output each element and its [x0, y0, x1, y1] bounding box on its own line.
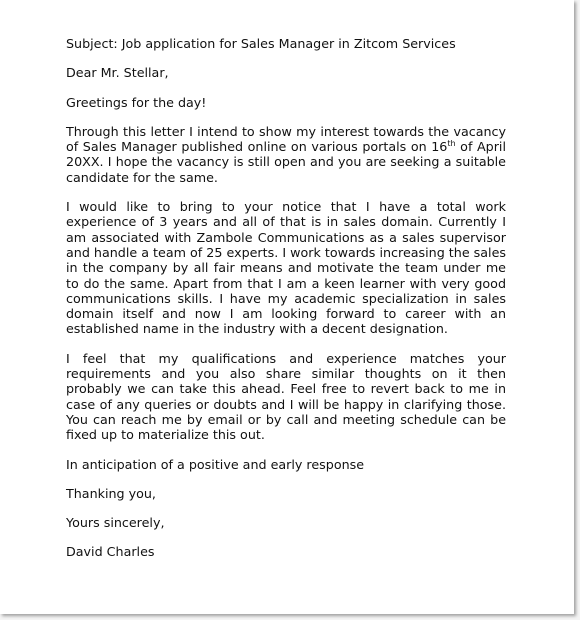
- letter-closing-line: In anticipation of a positive and early response: [66, 456, 365, 472]
- letter-thanks: Thanking you,: [66, 485, 156, 501]
- paragraph-interest-text-end: of April 20XX. I hope the vacancy is still open and you are seeking a suitable candidate for the same.: [66, 139, 506, 185]
- paragraph-interest: [66, 124, 506, 185]
- paragraph-experience: I would like to bring to your notice that I have a total work experience of 3 years and all of that is in sales domain. Currently I am associated with Zambole Communications as a sales supervisor and handle a team of 25 experts. I work towards increasing the sales in the company by all fair means and motivate the team under me to do the same. Apart from that I am a keen learner with very good communications skills. I have my academic specialization in sales domain itself and now I am looking forward to career with an established name in the industry with a decent designation.: [66, 199, 506, 337]
- ordinal-superscript: th: [447, 138, 456, 148]
- letter-body: [66, 36, 506, 560]
- letter-salutation: Dear Mr. Stellar,: [66, 65, 169, 81]
- letter-subject: Subject: Job application for Sales Manager in Zitcom Services: [66, 36, 456, 51]
- letter-greeting: Greetings for the day!: [66, 94, 207, 110]
- letter-signoff: Yours sincerely,: [66, 515, 165, 531]
- paragraph-qualifications: I feel that my qualifications and experience matches your requirements and you also share similar thoughts on it then probably we can take this ahead. Feel free to revert back to me in case of any queries or doubts and I will be happy in clarifying those. You can reach me by email or by call and meeting schedule can be fixed up to materialize this out.: [66, 350, 506, 443]
- letter-signature: David Charles: [66, 544, 155, 560]
- paragraph-interest-text-start: Through this letter I intend to show my interest towards the vacancy of Sales Manager published online on various portals on 16: [66, 123, 506, 155]
